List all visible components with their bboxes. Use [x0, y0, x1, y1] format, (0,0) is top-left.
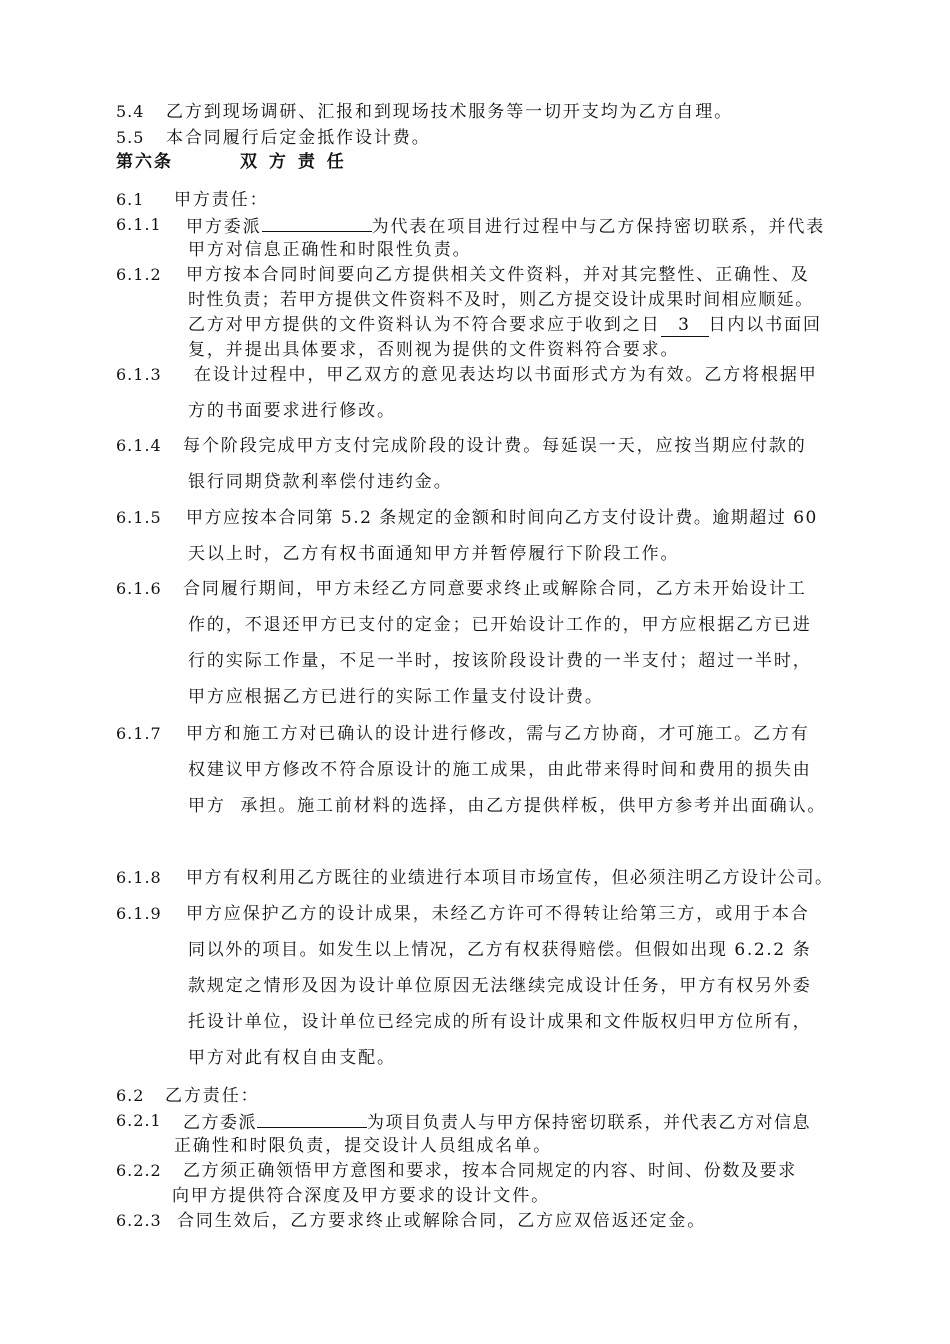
- clause-number: 6.1.9: [116, 904, 162, 923]
- clause-number: 5.4: [116, 102, 145, 121]
- clause-number: 6.2: [116, 1086, 145, 1105]
- clause-text: 乙方须正确领悟甲方意图和要求，按本合同规定的内容、时间、份数及要求: [183, 1161, 797, 1181]
- article-title: 双 方 责 任: [240, 152, 347, 172]
- clause-number: 6.2.2: [116, 1161, 162, 1180]
- clause-text: 甲方对此有权自由支配。: [188, 1048, 396, 1068]
- clause-number: 6.1.4: [116, 436, 162, 455]
- clause-text: 合同履行期间，甲方未经乙方同意要求终止或解除合同，乙方未开始设计工: [183, 579, 807, 599]
- clause-text: 天以上时，乙方有权书面通知甲方并暂停履行下阶段工作。: [188, 544, 680, 564]
- clause-number: 6.1.6: [116, 579, 162, 598]
- clause-text: 甲方对信息正确性和时限性负责。: [188, 240, 472, 260]
- clause-number: 6.1.2: [116, 265, 162, 284]
- clause-text: 甲方责任：: [174, 190, 269, 210]
- clause-number: 5.5: [116, 128, 145, 147]
- clause-number: 6.1.3: [116, 365, 162, 384]
- clause-text: 合同生效后，乙方要求终止或解除合同，乙方应双倍返还定金。: [177, 1211, 707, 1231]
- clause-text: 甲方应按本合同第 5.2 条规定的金额和时间向乙方支付设计费。逾期超过 60: [186, 508, 818, 528]
- clause-text: 正确性和时限负责，提交设计人员组成名单。: [174, 1136, 552, 1156]
- clause-text: 时性负责；若甲方提供文件资料不及时，则乙方提交设计成果时间相应顺延。: [188, 290, 814, 310]
- clause-number: 6.1.7: [116, 724, 162, 743]
- clause-text-segment: 甲方委派: [186, 217, 262, 237]
- clause-text-segment: 为代表在项目进行过程中与乙方保持密切联系，并代表: [371, 217, 826, 237]
- clause-text-segment: 日内以书面回: [708, 315, 822, 335]
- clause-text: 甲方按本合同时间要向乙方提供相关文件资料，并对其完整性、正确性、及: [186, 265, 810, 285]
- clause-text: 乙方到现场调研、汇报和到现场技术服务等一切开支均为乙方自理。: [166, 102, 733, 122]
- clause-text: [183, 1110, 811, 1134]
- clause-text: 方的书面要求进行修改。: [188, 401, 396, 421]
- clause-text-segment: 为项目负责人与甲方保持密切联系，并代表乙方对信息: [367, 1113, 811, 1133]
- clause-text: 在设计过程中，甲乙双方的意见表达均以书面形式方为有效。乙方将根据甲: [194, 365, 818, 385]
- clause-number: 6.1.8: [116, 868, 162, 887]
- clause-text: 款规定之情形及因为设计单位原因无法继续完成设计任务，甲方有权另外委: [188, 976, 812, 996]
- clause-text: [186, 214, 825, 238]
- clause-text: 本合同履行后定金抵作设计费。: [166, 128, 431, 148]
- clause-text-segment: 乙方对甲方提供的文件资料认为不符合要求应于收到之日: [188, 315, 661, 335]
- clause-text: 行的实际工作量，不足一半时，按该阶段设计费的一半支付；超过一半时，: [188, 651, 812, 671]
- clause-text: 每个阶段完成甲方支付完成阶段的设计费。每延误一天，应按当期应付款的: [183, 436, 807, 456]
- clause-number: 6.2.1: [116, 1111, 162, 1130]
- clause-text: 乙方责任：: [165, 1086, 260, 1106]
- blank-line: [257, 1110, 367, 1128]
- clause-text: 托设计单位，设计单位已经完成的所有设计成果和文件版权归甲方位所有，: [188, 1012, 812, 1032]
- article-number: 第六条: [116, 152, 173, 172]
- clause-text: 权建议甲方修改不符合原设计的施工成果，由此带来得时间和费用的损失由: [188, 760, 812, 780]
- clause-text: 作的，不退还甲方已支付的定金；已开始设计工作的，甲方应根据乙方已进: [188, 615, 812, 635]
- clause-text: 甲方和施工方对已确认的设计进行修改，需与乙方协商，才可施工。乙方有: [186, 724, 810, 744]
- clause-number: 6.1.1: [116, 215, 162, 234]
- clause-text: 甲方应保护乙方的设计成果，未经乙方许可不得转让给第三方，或用于本合: [186, 904, 810, 924]
- clause-text: [188, 314, 822, 337]
- clause-text: 甲方 承担。施工前材料的选择，由乙方提供样板，供甲方参考并出面确认。: [188, 796, 827, 816]
- clause-text: 甲方有权利用乙方既往的业绩进行本项目市场宣传，但必须注明乙方设计公司。: [186, 868, 834, 888]
- clause-text: 同以外的项目。如发生以上情况，乙方有权获得赔偿。但假如出现 6.2.2 条: [188, 940, 812, 960]
- clause-number: 6.2.3: [116, 1211, 162, 1230]
- clause-number: 6.1: [116, 190, 145, 209]
- clause-text: 复，并提出具体要求，否则视为提供的文件资料符合要求。: [188, 340, 680, 360]
- clause-text-segment: 乙方委派: [183, 1113, 257, 1133]
- clause-text: 向甲方提供符合深度及甲方要求的设计文件。: [172, 1186, 550, 1206]
- clause-number: 6.1.5: [116, 508, 162, 527]
- days-fill: 3: [661, 314, 709, 337]
- clause-text: 银行同期贷款利率偿付违约金。: [188, 472, 453, 492]
- clause-text: 甲方应根据乙方已进行的实际工作量支付设计费。: [188, 687, 604, 707]
- blank-line: [262, 214, 372, 232]
